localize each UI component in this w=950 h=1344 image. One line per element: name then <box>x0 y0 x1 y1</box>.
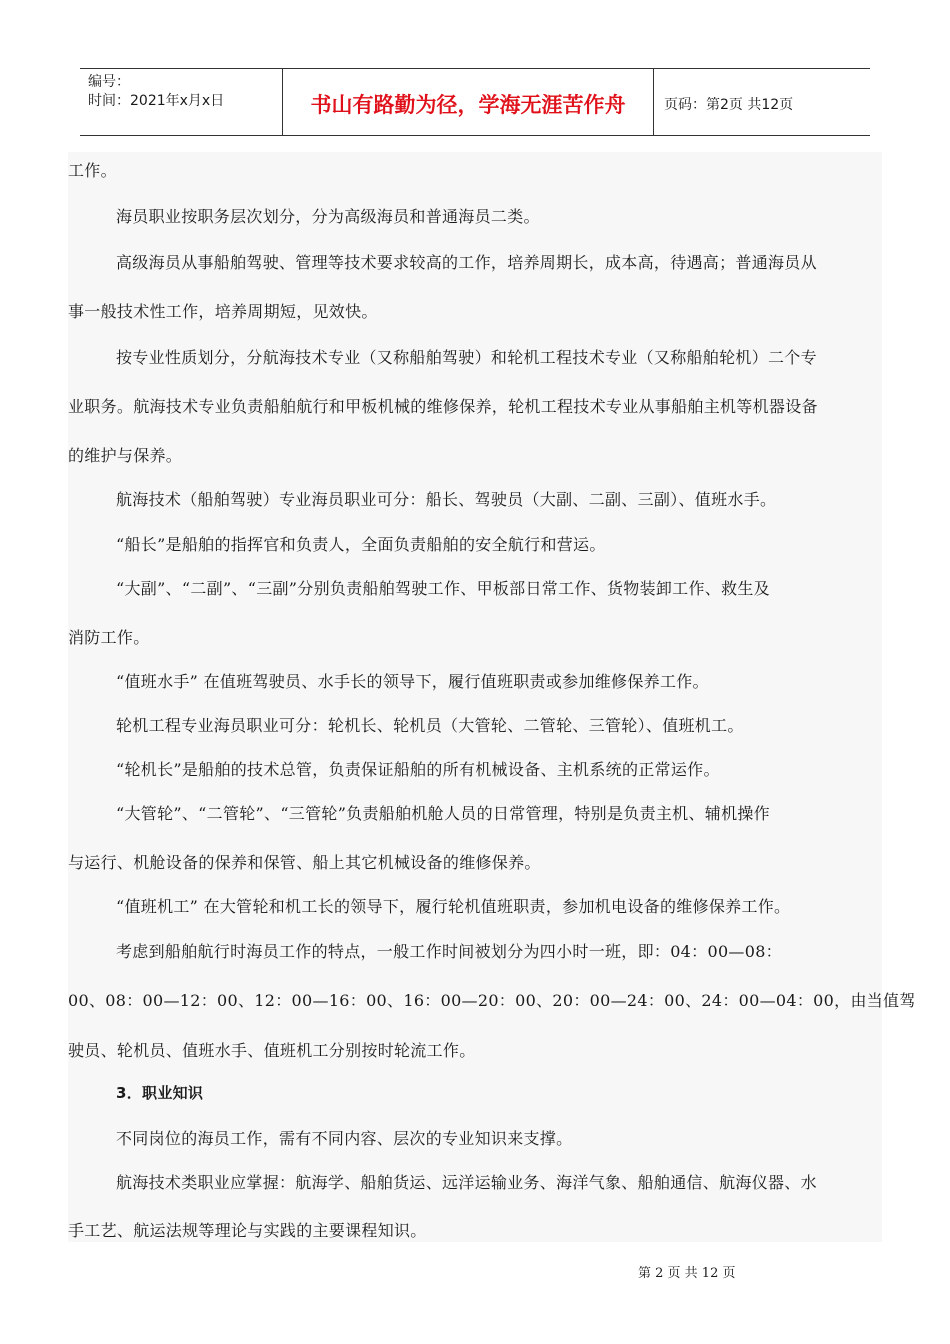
body-line: 手工艺、航运法规等理论与实践的主要课程知识。 <box>68 1221 427 1240</box>
body-line: 业职务。航海技术专业负责船舶航行和甲板机械的维修保养，轮机工程技术专业从事船舶主机等机器设备 <box>68 397 818 416</box>
body-line: 工作。 <box>68 161 117 180</box>
body-line: 高级海员从事船舶驾驶、管理等技术要求较高的工作，培养周期长，成本高，待遇高；普通海员从 <box>116 253 817 272</box>
body-line: 航海技术（船舶驾驶）专业海员职业可分：船长、驾驶员（大副、二副、三副）、值班水手。 <box>116 490 777 509</box>
body-line: 与运行、机舱设备的保养和保管、船上其它机械设备的维修保养。 <box>68 853 541 872</box>
body-line: 00、08：00—12：00、12：00—16：00、16：00—20：00、20：00—24：00、24：00—04：00，由当值驾 <box>68 991 916 1010</box>
doc-number-label: 编号： <box>88 74 130 90</box>
header-meta <box>80 69 282 135</box>
body-line: “大管轮”、“二管轮”、“三管轮”负责船舶机舱人员的日常管理，特别是负责主机、辅机操作 <box>116 804 770 823</box>
body-line: 驶员、轮机员、值班水手、值班机工分别按时轮流工作。 <box>68 1041 476 1060</box>
section-heading: 3．职业知识 <box>116 1084 204 1102</box>
body-line: “值班水手” 在值班驾驶员、水手长的领导下，履行值班职责或参加维修保养工作。 <box>116 672 709 691</box>
page-header <box>80 68 870 136</box>
header-page-info: 页码：第2页 共12页 <box>664 97 794 113</box>
body-line: 按专业性质划分，分航海技术专业（又称船舶驾驶）和轮机工程技术专业（又称船舶轮机）二个专 <box>116 348 817 367</box>
body-line: 消防工作。 <box>68 628 150 647</box>
footer-page-number: 第 2 页 共 12 页 <box>638 1266 736 1281</box>
body-line: 不同岗位的海员工作，需有不同内容、层次的专业知识来支撑。 <box>116 1129 573 1148</box>
body-line: “值班机工” 在大管轮和机工长的领导下，履行轮机值班职责，参加机电设备的维修保养工作。 <box>116 897 791 916</box>
body-line: 海员职业按职务层次划分，分为高级海员和普通海员二类。 <box>116 207 540 226</box>
body-line: 考虑到船舶航行时海员工作的特点，一般工作时间被划分为四小时一班，即：04：00—08： <box>116 942 782 961</box>
header-motto: 书山有路勤为径，学海无涯苦作舟 <box>282 69 654 135</box>
body-line: 航海技术类职业应掌握：航海学、船舶货运、远洋运输业务、海洋气象、船舶通信、航海仪器、水 <box>116 1173 817 1192</box>
body-line: 的维护与保养。 <box>68 446 183 465</box>
body-line: 事一般技术性工作，培养周期短，见效快。 <box>68 302 378 321</box>
body-line: “轮机长”是船舶的技术总管，负责保证船舶的所有机械设备、主机系统的正常运作。 <box>116 760 720 779</box>
body-line: “大副”、“二副”、“三副”分别负责船舶驾驶工作、甲板部日常工作、货物装卸工作、救生及 <box>116 579 770 598</box>
body-line: 轮机工程专业海员职业可分：轮机长、轮机员（大管轮、二管轮、三管轮）、值班机工。 <box>116 716 744 735</box>
doc-time-label: 时间：2021年x月x日 <box>88 93 225 109</box>
document-body <box>68 152 916 1242</box>
body-line: “船长”是船舶的指挥官和负责人，全面负责船舶的安全航行和营运。 <box>116 535 606 554</box>
